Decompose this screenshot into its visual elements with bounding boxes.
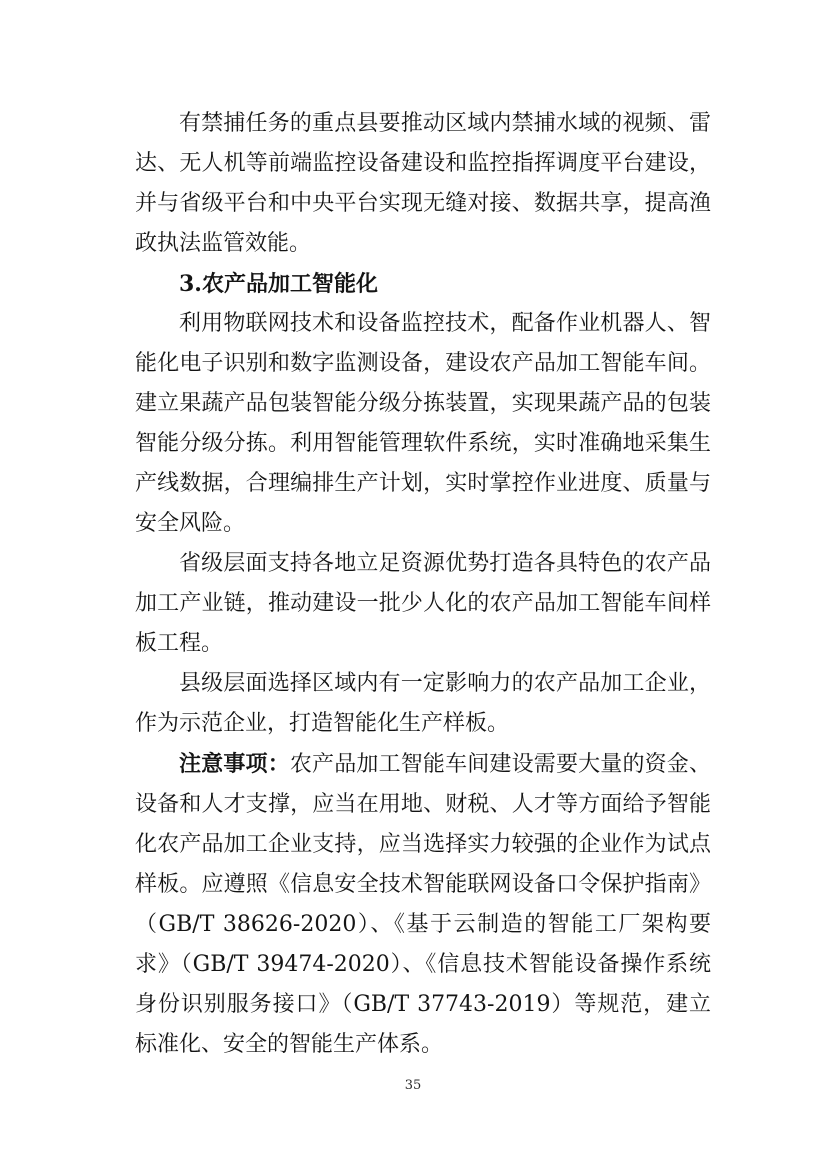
section-heading-agri-processing-intelligence: 3.农产品加工智能化	[179, 271, 378, 297]
document-page-body	[135, 104, 711, 1065]
paragraph-notes	[135, 744, 711, 1065]
paragraph-fishing-ban-platform: 有禁捕任务的重点县要推动区域内禁捕水域的视频、雷达、无人机等前端监控设备建设和监控指挥调度平台建设，并与省级平台和中央平台实现无缝对接、数据共享，提高渔政执法监管效能。	[135, 111, 711, 256]
paragraph-county-level: 县级层面选择区域内有一定影响力的农产品加工企业，作为示范企业，打造智能化生产样板。	[135, 671, 711, 736]
paragraph-provincial-level: 省级层面支持各地立足资源优势打造各具特色的农产品加工产业链，推动建设一批少人化的农产品加工智能车间样板工程。	[135, 551, 711, 656]
page-number: 35	[404, 1078, 422, 1093]
notes-body-text: 农产品加工智能车间建设需要大量的资金、设备和人才支撑，应当在用地、财税、人才等方面给予智能化农产品加工企业支持，应当选择实力较强的企业作为试点样板。应遵照《信息安全技术智能联网设备口令保护指南》（GB/T 38626-2020）、《基于云制造的智能工厂架构要求》（GB/T 39474-2020）、《信息技术智能设备操作系统身份识别服务接口》（GB/T 37743-2019）等规范，建立标准化、安全的智能生产体系。	[135, 752, 711, 1057]
paragraph-iot-smart-workshop: 利用物联网技术和设备监控技术，配备作业机器人、智能化电子识别和数字监测设备，建设农产品加工智能车间。建立果蔬产品包装智能分级分拣装置，实现果蔬产品的包装智能分级分拣。利用智能管理软件系统，实时准确地采集生产线数据，合理编排生产计划，实时掌控作业进度、质量与安全风险。	[135, 311, 711, 536]
notes-bold-label: 注意事项：	[179, 751, 290, 777]
